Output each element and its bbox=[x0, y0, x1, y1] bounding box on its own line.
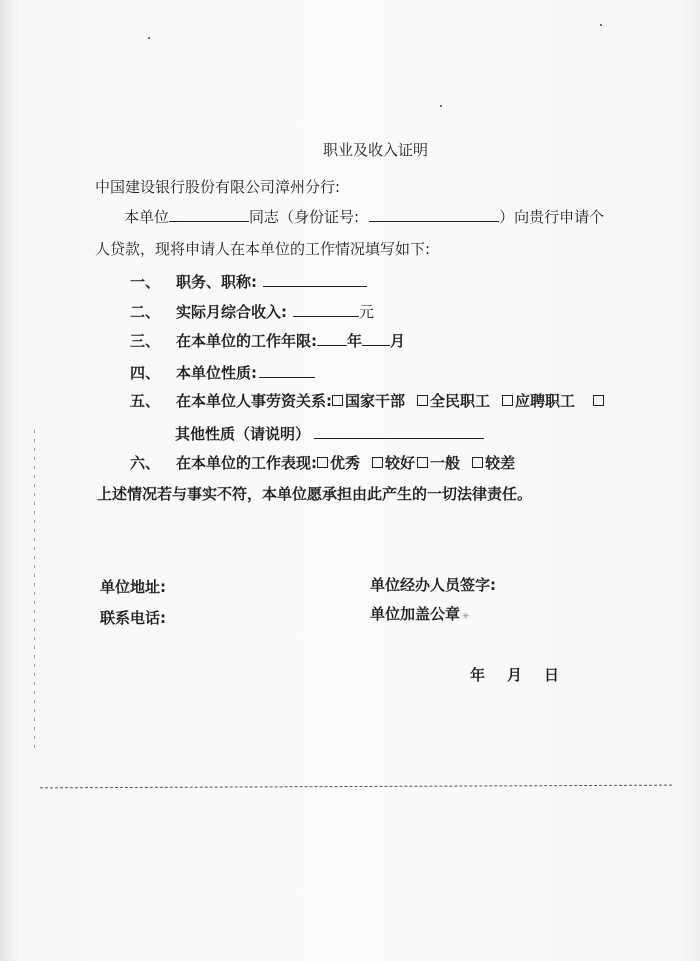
item-4-number: 四、 bbox=[130, 364, 161, 382]
phone-label: 联系电话: bbox=[100, 609, 166, 627]
document-title: 职业及收入证明 bbox=[323, 141, 429, 159]
seal-text: 单位加盖公章 bbox=[370, 605, 461, 623]
intro-line-1 bbox=[124, 207, 604, 226]
years-blank[interactable] bbox=[317, 331, 347, 346]
checkbox-average[interactable] bbox=[417, 457, 428, 468]
cut-line bbox=[40, 785, 672, 789]
item-6-number: 六、 bbox=[130, 454, 161, 472]
item-3-year: 年 bbox=[347, 332, 363, 350]
item-3-month: 月 bbox=[390, 332, 406, 350]
option-poor: 较差 bbox=[485, 454, 516, 472]
option-good: 较好 bbox=[385, 454, 416, 472]
id-number-blank[interactable] bbox=[369, 207, 499, 222]
checkbox-staff[interactable] bbox=[417, 395, 428, 406]
option-other: 其他性质（请说明） bbox=[175, 425, 311, 443]
item-3-label: 在本单位的工作年限: bbox=[176, 332, 318, 350]
date-day: 日 bbox=[544, 666, 560, 684]
item-6 bbox=[130, 454, 515, 472]
signer-label: 单位经办人员签字: bbox=[370, 576, 496, 594]
item-4 bbox=[130, 363, 315, 382]
scan-speck bbox=[600, 24, 602, 26]
date-year: 年 bbox=[470, 666, 486, 684]
option-average: 一般 bbox=[430, 454, 461, 472]
intro-text-apply: ）向贵行申请个 bbox=[499, 208, 605, 226]
scan-speck bbox=[148, 37, 150, 39]
checkbox-good[interactable] bbox=[372, 457, 383, 468]
intro-text-unit: 本单位 bbox=[124, 208, 170, 226]
addressee: 中国建设银行股份有限公司漳州分行: bbox=[95, 178, 341, 196]
intro-text-id: 同志（身份证号: bbox=[249, 208, 360, 226]
declaration: 上述情况若与事实不符，本单位愿承担由此产生的一切法律责任。 bbox=[97, 485, 533, 503]
seal-label bbox=[370, 605, 470, 626]
option-contract: 应聘职工 bbox=[515, 392, 576, 410]
unit-name-blank[interactable] bbox=[169, 207, 249, 222]
item-1-label: 职务、职称: bbox=[176, 273, 258, 291]
address-label: 单位地址: bbox=[100, 578, 166, 596]
item-5-other bbox=[175, 424, 484, 443]
item-1 bbox=[130, 272, 367, 291]
checkbox-excellent[interactable] bbox=[317, 457, 328, 468]
scan-speck bbox=[440, 105, 442, 107]
item-2-unit: 元 bbox=[359, 303, 375, 321]
income-blank[interactable] bbox=[293, 302, 359, 317]
item-2 bbox=[130, 302, 374, 321]
item-3 bbox=[130, 331, 405, 350]
months-blank[interactable] bbox=[362, 331, 390, 346]
checkbox-poor[interactable] bbox=[472, 457, 483, 468]
item-1-number: 一、 bbox=[130, 273, 161, 291]
option-cadre: 国家干部 bbox=[345, 392, 406, 410]
other-nature-blank[interactable] bbox=[314, 424, 484, 439]
option-staff: 全民职工 bbox=[430, 392, 491, 410]
item-4-label: 本单位性质: bbox=[176, 364, 258, 382]
position-blank[interactable] bbox=[263, 272, 367, 287]
item-6-label: 在本单位的工作表现: bbox=[176, 454, 318, 472]
checkbox-contract[interactable] bbox=[502, 395, 513, 406]
item-5-number: 五、 bbox=[130, 392, 161, 410]
item-2-number: 二、 bbox=[130, 303, 161, 321]
item-3-number: 三、 bbox=[130, 332, 161, 350]
option-excellent: 优秀 bbox=[330, 454, 361, 472]
item-2-label: 实际月综合收入: bbox=[176, 303, 288, 321]
item-5 bbox=[130, 392, 606, 410]
intro-line-2: 人贷款，现将申请人在本单位的工作情况填写如下: bbox=[95, 240, 431, 258]
unit-nature-blank[interactable] bbox=[259, 363, 315, 378]
checkbox-other[interactable] bbox=[593, 395, 604, 406]
date-line bbox=[470, 666, 559, 684]
item-5-label: 在本单位人事劳资关系: bbox=[176, 392, 333, 410]
scan-edge-marks bbox=[34, 430, 35, 750]
date-month: 月 bbox=[507, 666, 523, 684]
seal-mark-icon: ✳ bbox=[462, 612, 470, 622]
checkbox-cadre[interactable] bbox=[332, 395, 343, 406]
